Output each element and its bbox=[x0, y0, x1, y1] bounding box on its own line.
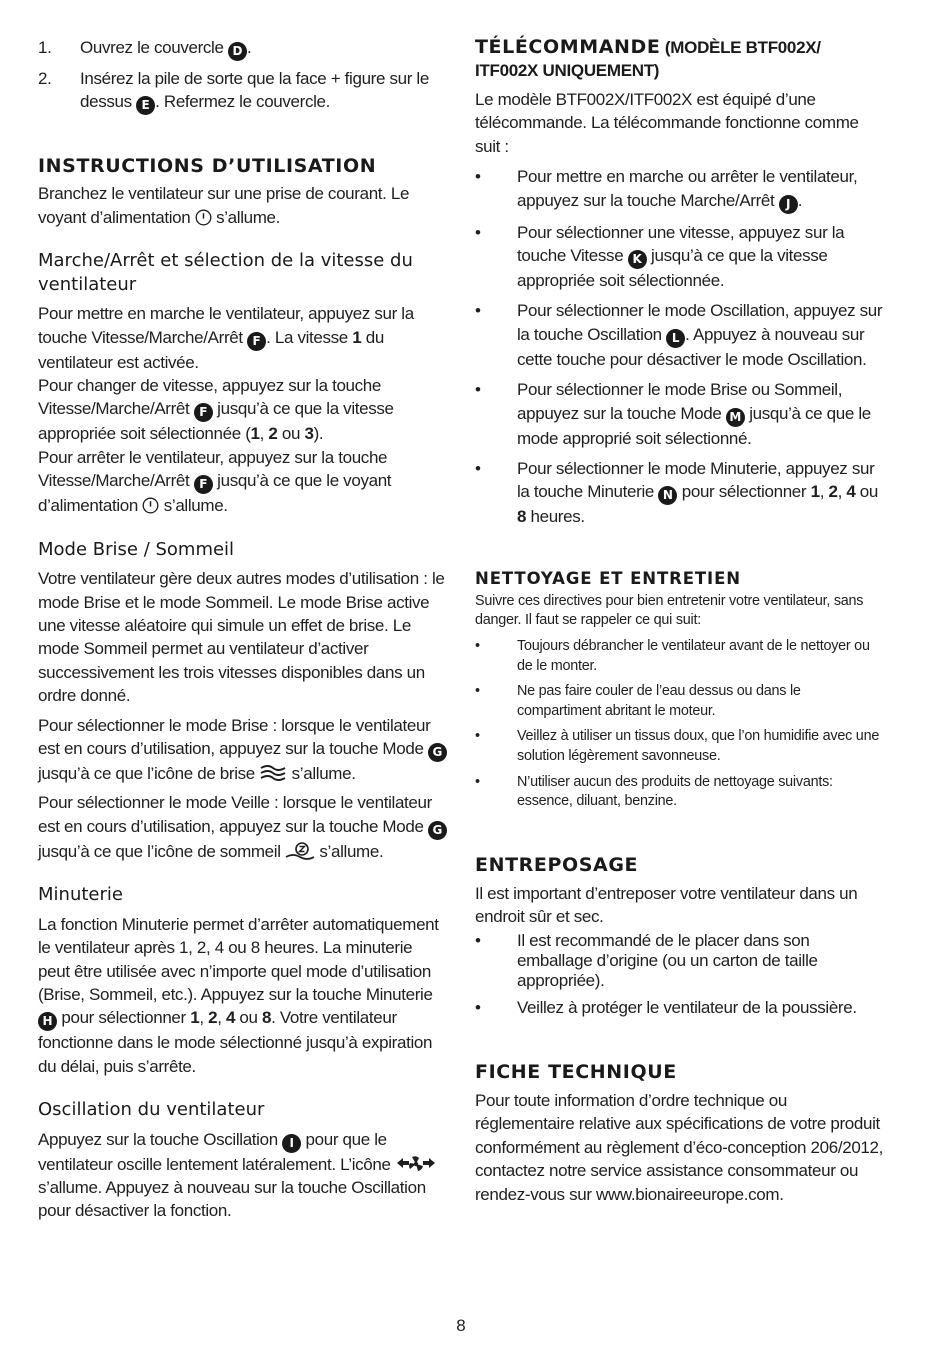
sleep-icon bbox=[285, 841, 315, 860]
tech-heading: FICHE TECHNIQUE bbox=[475, 1061, 677, 1084]
speed-heading: Marche/Arrêt et sélection de la vitesse du ventilateur bbox=[38, 250, 413, 295]
timer-heading: Minuterie bbox=[38, 884, 123, 906]
badge-l: L bbox=[666, 329, 685, 348]
storage-heading: ENTREPOSAGE bbox=[475, 853, 639, 876]
list-item: • Pour sélectionner le mode Brise ou Sommeil, appuyez sur la touche Mode M jusqu’à ce que le mode approprié soit sélectionné. bbox=[475, 378, 885, 450]
power-icon bbox=[142, 497, 159, 514]
badge-d: D bbox=[228, 42, 247, 61]
speed-paragraph-3: Pour arrêter le ventilateur, appuyez sur la touche Vitesse/Marche/Arrêt F jusqu’à ce que le voyant d’alimentation s’allume. bbox=[38, 447, 392, 516]
badge-j: J bbox=[779, 195, 798, 214]
timer-paragraph: La fonction Minuterie permet d’arrêter automatiquement le ventilateur après 1, 2, 4 ou 8 heures. La minuterie peut être utilisée avec n’importe quel mode d’utilisation (Brise, Sommeil, etc.). Appuyez sur la touche Minuterie H pour sélectionner 1, 2, 4 ou 8. Votre ventilateur fonctionne dans le mode sélectionné jusqu’à expiration du délai, puis s’arrête. bbox=[38, 914, 439, 1076]
breeze-paragraph-2: Pour sélectionner le mode Brise : lorsque le ventilateur est en cours d’utilisation, appuyez sur la touche Mode G jusqu’à ce que l’icône de brise s’allume. bbox=[38, 714, 448, 786]
battery-steps bbox=[38, 36, 448, 115]
step-1: 1. Ouvrez le couvercle D . bbox=[38, 36, 448, 61]
speed-paragraph-1: Pour mettre en marche le ventilateur, appuyez sur la touche Vitesse/Marche/Arrêt F . La vitesse 1 du ventilateur est activée. bbox=[38, 304, 414, 372]
breeze-paragraph-1: Votre ventilateur gère deux autres modes d’utilisation : le mode Brise et le mode Sommeil. Le mode Brise active une vitesse aléatoire qui simule un effet de brise. Le mode Sommeil permet au ventilateur d’activer successivement les trois vitesses disponibles dans un ordre donné. bbox=[38, 569, 445, 706]
cleaning-list bbox=[475, 637, 885, 812]
storage-list bbox=[475, 931, 885, 1019]
oscillation-paragraph: Appuyez sur la touche Oscillation I pour que le ventilateur oscille lentement latéralement. L’icône s’allume. Appuyez à nouveau sur la touche Oscillation pour désactiver la fonction. bbox=[38, 1128, 448, 1223]
badge-f: F bbox=[194, 403, 213, 422]
instructions-heading: INSTRUCTIONS D’UTILISATION bbox=[38, 155, 377, 178]
speed-paragraph-2: Pour changer de vitesse, appuyez sur la touche Vitesse/Marche/Arrêt F jusqu’à ce que la vitesse appropriée soit sélectionnée (1, 2 ou 3). bbox=[38, 376, 394, 444]
list-item: • Pour sélectionner le mode Oscillation, appuyez sur la touche Oscillation L . Appuyez à nouveau sur cette touche pour désactiver le mode Oscillation. bbox=[475, 299, 885, 371]
list-item: • N’utiliser aucun des produits de nettoyage suivants: essence, diluant, benzine. bbox=[475, 773, 885, 812]
list-item: • Pour sélectionner une vitesse, appuyez sur la touche Vitesse K jusqu’à ce que la vitesse appropriée soit sélectionnée. bbox=[475, 221, 885, 293]
instructions-paragraph: Branchez le ventilateur sur une prise de courant. Le voyant d’alimentation s’allume. bbox=[38, 184, 410, 227]
breeze-icon bbox=[259, 764, 287, 782]
list-item: • Ne pas faire couler de l’eau dessus ou dans le compartiment abritant le moteur. bbox=[475, 682, 885, 721]
badge-g: G bbox=[428, 743, 447, 762]
breeze-heading: Mode Brise / Sommeil bbox=[38, 538, 235, 560]
badge-e: E bbox=[136, 96, 155, 115]
storage-intro: Il est important d’entreposer votre ventilateur dans un endroit sûr et sec. bbox=[475, 883, 858, 927]
list-item: • Toujours débrancher le ventilateur avant de le nettoyer ou de le monter. bbox=[475, 637, 885, 676]
badge-h: H bbox=[38, 1012, 57, 1031]
oscillation-heading: Oscillation du ventilateur bbox=[38, 1099, 265, 1121]
badge-k: K bbox=[628, 250, 647, 269]
step-2: 2. Insérez la pile de sorte que la face + figure sur le dessus E . Refermez le couvercle. bbox=[38, 67, 448, 115]
list-item: • Pour sélectionner le mode Minuterie, appuyez sur la touche Minuterie N pour sélectionner 1, 2, 4 ou 8 heures. bbox=[475, 457, 885, 529]
remote-list bbox=[475, 165, 885, 529]
left-column bbox=[38, 36, 448, 1223]
list-item: • Pour mettre en marche ou arrêter le ventilateur, appuyez sur la touche Marche/Arrêt J . bbox=[475, 165, 885, 213]
badge-i: I bbox=[282, 1134, 301, 1153]
remote-intro: Le modèle BTF002X/ITF002X est équipé d’une télécommande. La télécommande fonctionne comme suit : bbox=[475, 90, 859, 156]
badge-g: G bbox=[428, 821, 447, 840]
breeze-paragraph-3: Pour sélectionner le mode Veille : lorsque le ventilateur est en cours d’utilisation, appuyez sur la touche Mode G jusqu’à ce que l’icône de sommeil s’allume. bbox=[38, 791, 448, 863]
remote-heading: TÉLÉCOMMANDE (MODÈLE BTF002X/ ITF002X UNIQUEMENT) bbox=[475, 36, 821, 80]
badge-n: N bbox=[658, 486, 677, 505]
list-item: • Il est recommandé de le placer dans son emballage d’origine (ou un carton de taille appropriée). bbox=[475, 931, 885, 991]
list-item: • Veillez à protéger le ventilateur de la poussière. bbox=[475, 996, 885, 1019]
badge-m: M bbox=[726, 408, 745, 427]
badge-f: F bbox=[194, 475, 213, 494]
tech-paragraph: Pour toute information d’ordre technique ou réglementaire relative aux spécifications de votre produit conformément au règlement d’éco-conception 206/2012, contactez notre service assistance consommateur ou rendez-vous sur www.bionaireeurope.com. bbox=[475, 1091, 884, 1204]
page-number: 8 bbox=[456, 1316, 466, 1335]
right-column bbox=[475, 36, 885, 1206]
oscillation-icon bbox=[395, 1155, 437, 1173]
power-icon bbox=[195, 209, 212, 226]
badge-f: F bbox=[247, 332, 266, 351]
cleaning-heading: NETTOYAGE ET ENTRETIEN bbox=[475, 568, 741, 588]
cleaning-intro: Suivre ces directives pour bien entretenir votre ventilateur, sans danger. Il faut se rappeler ce qui suit: bbox=[475, 592, 864, 629]
list-item: • Veillez à utiliser un tissus doux, que l’on humidifie avec une solution légèrement savonneuse. bbox=[475, 727, 885, 766]
